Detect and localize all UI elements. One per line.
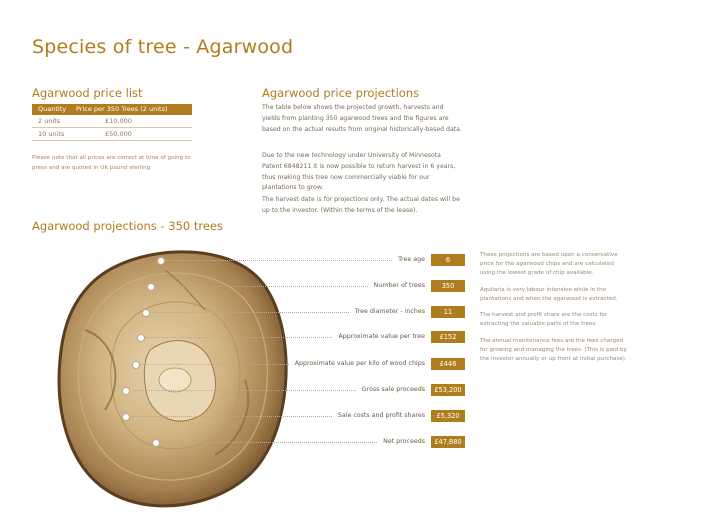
page-title: Species of tree - Agarwood <box>32 36 294 58</box>
projection-leader-line <box>164 260 392 261</box>
projection-leader-line <box>154 286 368 287</box>
projections-chart-heading: Agarwood projections - 350 trees <box>32 219 223 233</box>
projection-label: Tree age <box>398 256 425 263</box>
projection-value: £152 <box>431 331 465 343</box>
cell-quantity: 2 units <box>38 117 61 125</box>
projection-start-dot <box>137 334 145 342</box>
projection-start-dot <box>157 257 165 265</box>
table-row <box>32 128 192 141</box>
projections-para-3: The harvest date is for projections only. The actual dates will be up to the investor. (Within the terms of the lease). <box>262 196 460 214</box>
projection-label: Approximate value per tree <box>338 333 425 340</box>
header-quantity: Quantity <box>38 105 67 113</box>
projection-leader-line <box>139 364 289 365</box>
tree-cross-section-image <box>55 240 295 515</box>
header-price: Price per 350 Trees (2 units) <box>76 105 168 113</box>
cell-price: £10,000 <box>105 117 132 125</box>
projection-value: £47,880 <box>431 436 465 448</box>
projection-start-dot <box>152 439 160 447</box>
price-note: Please note that all prices are correct at time of going to press and are quoted in UK pound sterling <box>32 155 191 171</box>
projection-label: Net proceeds <box>383 438 425 445</box>
projection-value: £446 <box>431 358 465 370</box>
price-list-heading: Agarwood price list <box>32 86 143 100</box>
projection-leader-line <box>159 442 377 443</box>
projection-value: £53,200 <box>431 384 465 396</box>
cell-price: £50,000 <box>105 130 132 138</box>
projection-leader-line <box>144 337 332 338</box>
projection-leader-line <box>129 416 332 417</box>
projection-label: Tree diameter - inches <box>354 308 425 315</box>
projection-value: 6 <box>431 254 465 266</box>
projection-label: Sale costs and profit shares <box>337 412 425 419</box>
projection-leader-line <box>149 312 349 313</box>
side-note-2: Aquilaria is very labour intensive while in the plantations and when the agarwood is extracted. <box>480 287 618 302</box>
side-note-4: The annual maintenance fees are the fees charged for growing and managing the trees. (This is paid by the investor annually or up front at initial purchase). <box>480 338 627 362</box>
projection-start-dot <box>147 283 155 291</box>
projections-para-1: The table below shows the projected growth, harvests and yields from planting 350 agarwood trees and the figures are based on the actual results from original historically-based data. <box>262 104 462 133</box>
projections-heading: Agarwood price projections <box>262 86 420 100</box>
projections-para-2: Due to the new technology under University of Minnesota Patent 6848211 it is now possible to return harvest in 6 years, thus making this tree now commercially viable for our plantations to grow. <box>262 152 456 192</box>
table-row <box>32 115 192 128</box>
projection-value: 350 <box>431 280 465 292</box>
projection-start-dot <box>142 309 150 317</box>
side-note-1: These projections are based upon a conservative price for the agarwood chips and are calculated using the lowest grade of chip available. <box>480 252 618 276</box>
projection-start-dot <box>122 413 130 421</box>
price-table <box>32 104 192 141</box>
projection-start-dot <box>132 361 140 369</box>
side-note-3: The harvest and profit share are the costs for extracting the valuable parts of the trees. <box>480 312 608 327</box>
cell-quantity: 10 units <box>38 130 65 138</box>
projection-leader-line <box>129 390 356 391</box>
projection-start-dot <box>122 387 130 395</box>
projection-value: £5,320 <box>431 410 465 422</box>
projection-label: Gross sale proceeds <box>361 386 425 393</box>
projection-value: 11 <box>431 306 465 318</box>
projection-label: Number of trees <box>373 282 425 289</box>
price-table-header <box>32 104 192 115</box>
projection-label: Approximate value per kilo of wood chips <box>294 360 425 367</box>
